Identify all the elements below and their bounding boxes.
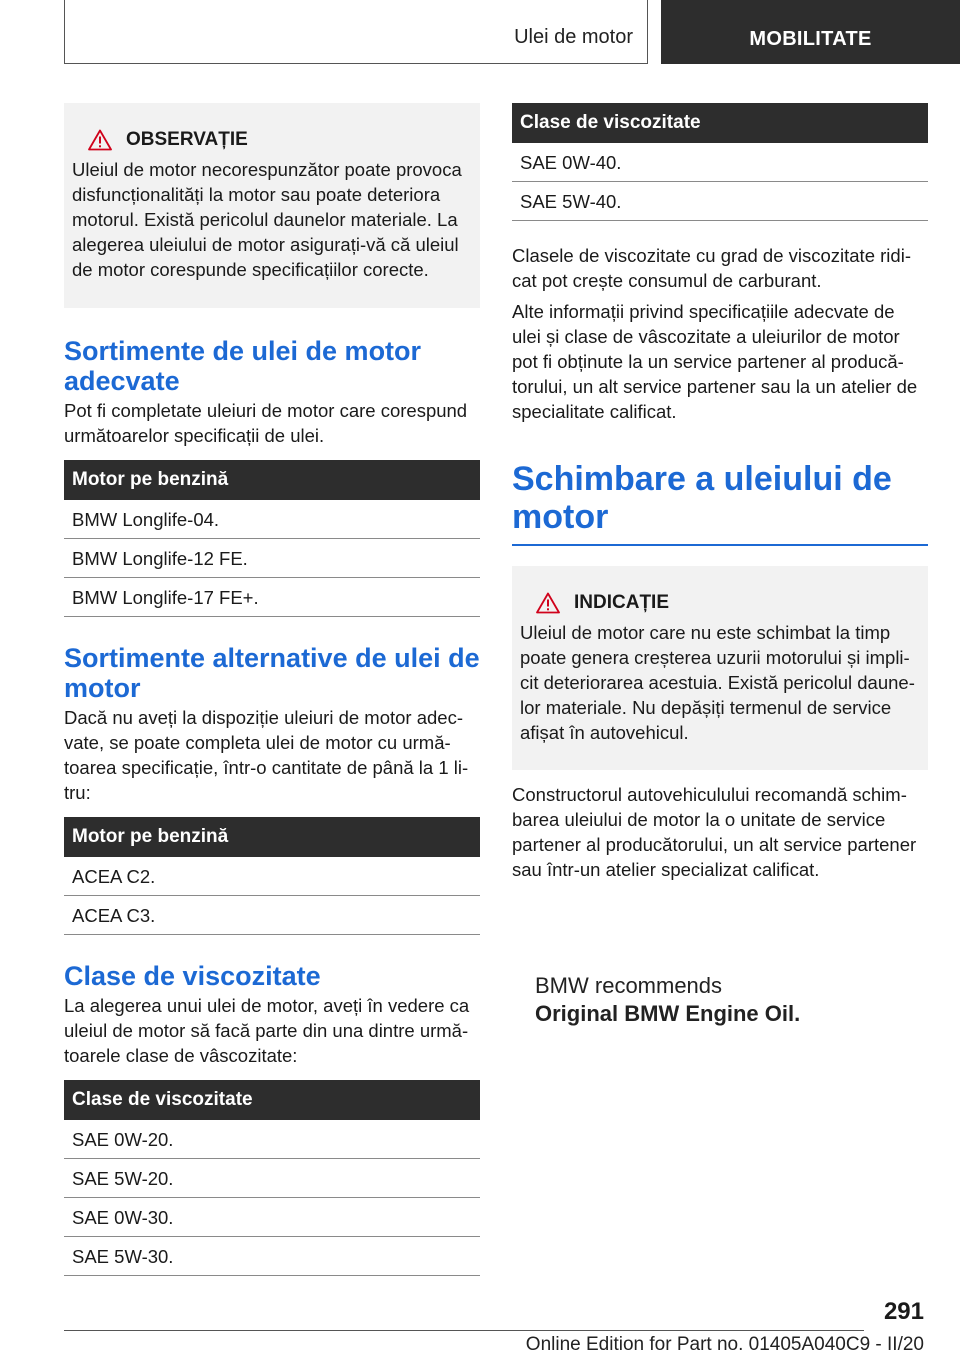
section-text-alternative-oils: Dacă nu aveți la dispoziție uleiuri de motor adecvate, se poate completa ulei de motor cu următoarea specificație, într-o cantitate de până la 1 litru: — [64, 707, 469, 803]
table-row: SAE 5W-20. — [64, 1159, 480, 1198]
table-viscosity-right — [512, 103, 928, 221]
table-row: BMW Longlife-04. — [64, 500, 480, 539]
header-chapter-tab: MOBILITATE — [661, 0, 960, 64]
section-text-viscosity: La alegerea unui ulei de motor, aveți în vedere ca uleiul de motor să facă parte din una dintre următoarele clase de vâscozitate: — [64, 995, 470, 1066]
notice-text: Uleiul de motor necorespunzător poate provoca disfuncționalități la motor sau poate deteriora motorul. Există pericolul daunelor materiale. La alegerea uleiului de motor asigurați-vă că uleiul de motor corespunde specificațiilor corecte. — [72, 159, 462, 280]
header-section-box — [64, 0, 648, 64]
section-heading-oil-change: Schimbare a uleiului de motor — [512, 460, 892, 536]
table-header: Clase de viscozitate — [64, 1080, 480, 1120]
table-row: BMW Longlife-12 FE. — [64, 539, 480, 578]
section-heading-alternative-oils: Sortimente alternative de ulei de motor — [64, 643, 480, 703]
table-petrol-engine-alt — [64, 817, 480, 935]
table-row: ACEA C3. — [64, 896, 480, 935]
section-text-suitable-oils: Pot fi completate uleiuri de motor care corespund următoarelor specificații de ulei. — [64, 400, 468, 446]
notice-title-row — [520, 592, 920, 614]
notice-text: Uleiul de motor care nu este schimbat la timp poate genera creșterea uzurii motorului și implicit deteriorarea acestuia. Există pericolul daunelor materiale. Nu depășiți termenul de service afișat în autovehicul. — [520, 622, 915, 743]
table-row: BMW Longlife-17 FE+. — [64, 578, 480, 617]
banner-line-2: Original BMW Engine Oil. — [535, 1001, 801, 1026]
section-heading-viscosity: Clase de viscozitate — [64, 961, 321, 991]
paragraph-further-info: Alte informații privind specificațiile adecvate de ulei și clase de vâscozitate a uleiurilor de motor pot fi obținute la un service partener al producătorului, un alt service partener sau la un atelier de specialitate calificat. — [512, 301, 918, 422]
notice-title: OBSERVAȚIE — [126, 129, 248, 150]
table-header: Clase de viscozitate — [512, 103, 928, 143]
table-header: Motor pe benzină — [64, 817, 480, 857]
page-number: 291 — [883, 1298, 924, 1325]
bmw-oil-banner — [535, 972, 915, 1028]
indication-notice — [512, 566, 928, 770]
notice-title-row — [72, 129, 472, 151]
left-column — [64, 103, 480, 1276]
table-row: SAE 0W-30. — [64, 1198, 480, 1237]
table-row: ACEA C2. — [64, 857, 480, 896]
right-column — [512, 103, 928, 882]
observation-notice — [64, 103, 480, 308]
warning-triangle-icon — [536, 592, 560, 614]
header-section-title: Ulei de motor — [514, 26, 633, 48]
paragraph-viscosity-consumption: Clasele de viscozitate cu grad de viscozitate ridicat pot crește consumul de carburant. — [512, 245, 911, 291]
table-row: SAE 5W-40. — [512, 182, 928, 221]
table-header: Motor pe benzină — [64, 460, 480, 500]
warning-triangle-icon — [88, 129, 112, 151]
table-row: SAE 0W-40. — [512, 143, 928, 182]
banner-line-1: BMW recommends — [535, 973, 723, 998]
section-heading-suitable-oils: Sortimente de ulei de motor adecvate — [64, 336, 422, 396]
paragraph-manufacturer-recommendation: Constructorul autovehiculului recomandă schimbarea uleiului de motor la o unitate de service partener al producătorului, un alt service partener sau într-un atelier specializat calificat. — [512, 784, 917, 880]
table-row: SAE 0W-20. — [64, 1120, 480, 1159]
table-petrol-engine — [64, 460, 480, 617]
footer-edition: Online Edition for Part no. 01405A040C9 - II/20 — [525, 1334, 924, 1355]
table-row: SAE 5W-30. — [64, 1237, 480, 1276]
table-viscosity-left — [64, 1080, 480, 1276]
footer-rule — [64, 1330, 864, 1331]
notice-title: INDICAȚIE — [574, 592, 669, 613]
page-header — [0, 0, 960, 66]
